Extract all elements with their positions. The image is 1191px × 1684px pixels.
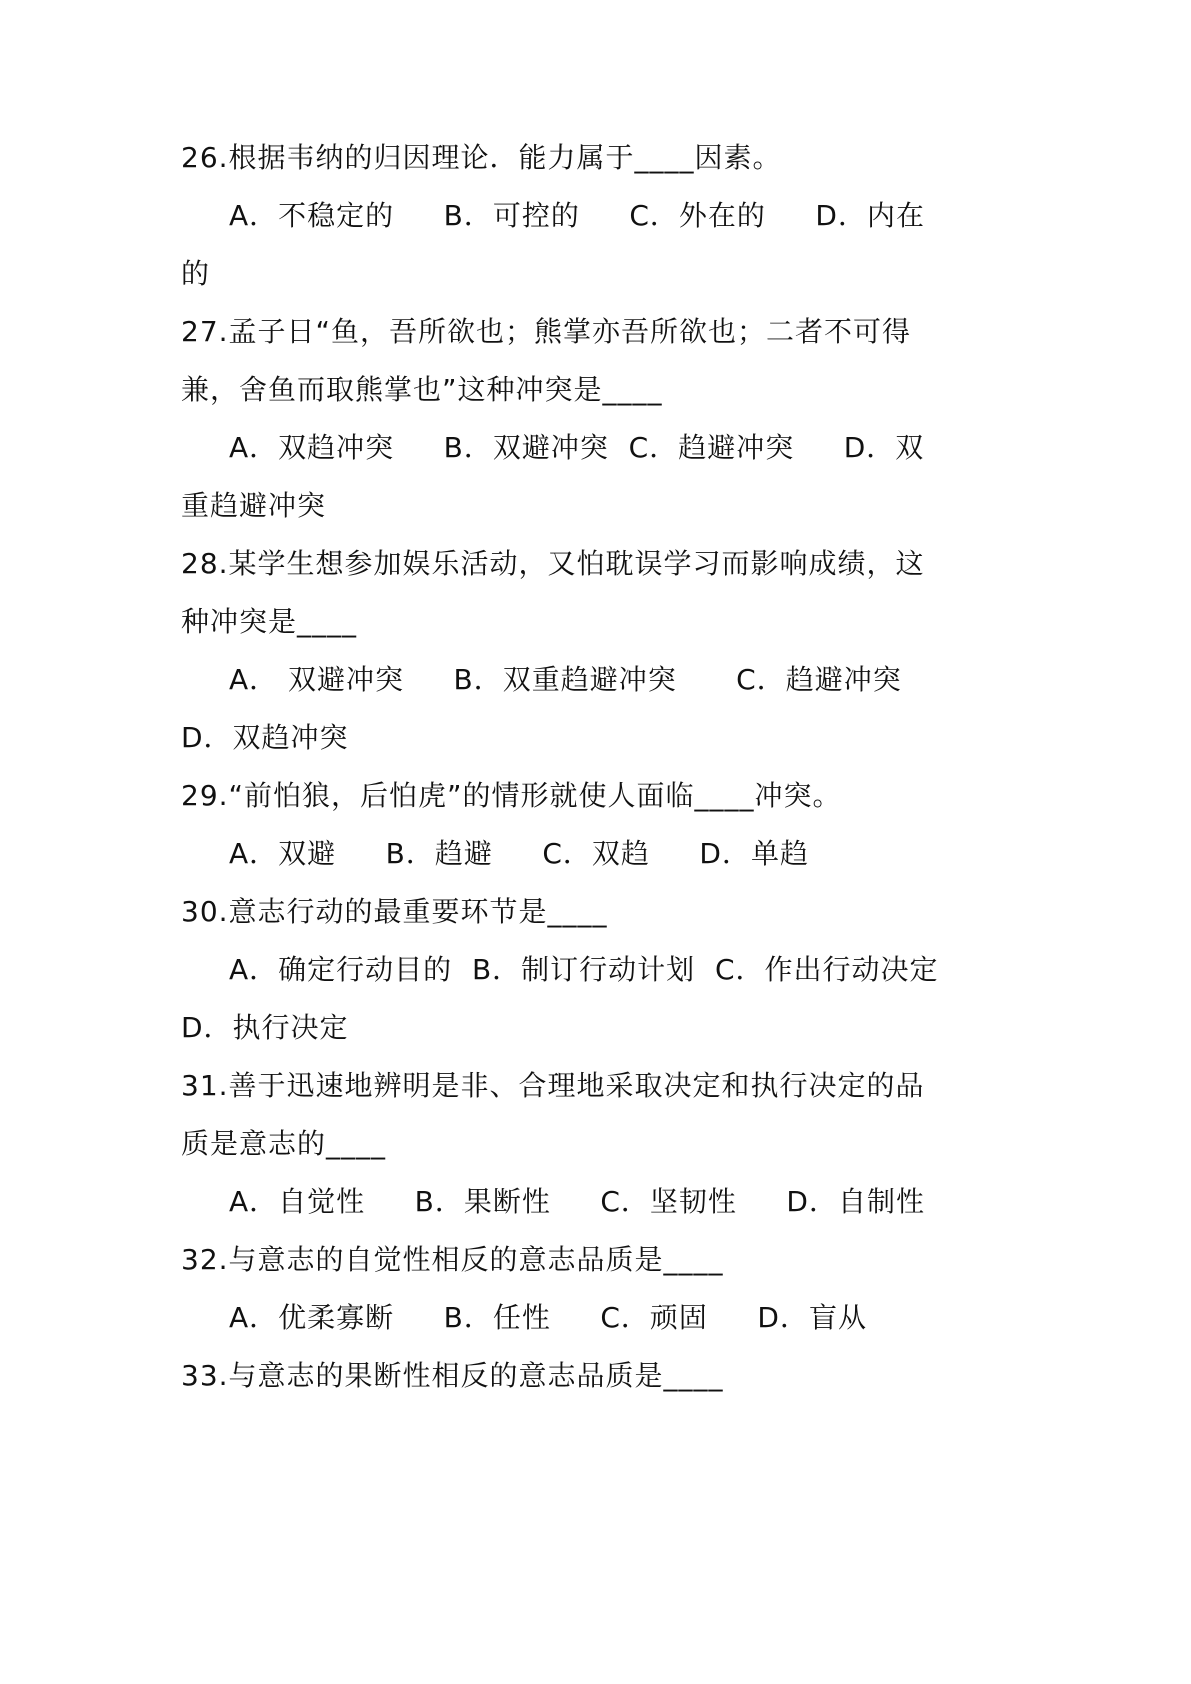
question-28-options-continued: D．双趋冲突 — [181, 721, 349, 754]
question-27-options-continued: 重趋避冲突 — [181, 489, 327, 522]
question-31-options: A．自觉性 B．果断性 C．坚韧性 D．自制性 — [229, 1185, 925, 1218]
question-28-options: A． 双避冲突 B．双重趋避冲突 C．趋避冲突 — [229, 663, 902, 696]
question-30-options: A．确定行动目的 B．制订行动计划 C．作出行动决定 — [229, 953, 939, 986]
question-26-options: A．不稳定的 B．可控的 C．外在的 D．内在 — [229, 199, 925, 232]
question-27-text-continued: 兼，舍鱼而取熊掌也”这种冲突是____ — [181, 373, 663, 406]
question-27-text: 27.孟子日“鱼，吾所欲也；熊掌亦吾所欲也；二者不可得 — [181, 315, 912, 348]
question-31-text: 31.善于迅速地辨明是非、合理地采取决定和执行决定的品 — [181, 1069, 925, 1102]
question-31-text-continued: 质是意志的____ — [181, 1127, 387, 1160]
question-26-options-continued: 的 — [181, 257, 211, 290]
question-28-text-continued: 种冲突是____ — [181, 605, 358, 638]
question-32-text: 32.与意志的自觉性相反的意志品质是____ — [181, 1243, 724, 1276]
question-30-text: 30.意志行动的最重要环节是____ — [181, 895, 608, 928]
question-33-text: 33.与意志的果断性相反的意志品质是____ — [181, 1359, 724, 1392]
question-28-text: 28.某学生想参加娱乐活动，又怕耽误学习而影响成绩，这 — [181, 547, 925, 580]
question-29-text: 29.“前怕狼，后怕虎”的情形就使人面临____冲突。 — [181, 779, 842, 812]
question-29-options: A．双避 B．趋避 C．双趋 D．单趋 — [229, 837, 809, 870]
question-30-options-continued: D．执行决定 — [181, 1011, 349, 1044]
question-27-options: A．双趋冲突 B．双避冲突 C．趋避冲突 D．双 — [229, 431, 925, 464]
question-32-options: A．优柔寡断 B．任性 C．顽固 D．盲从 — [229, 1301, 867, 1334]
question-26-text: 26.根据韦纳的归因理论．能力属于____因素。 — [181, 141, 782, 174]
